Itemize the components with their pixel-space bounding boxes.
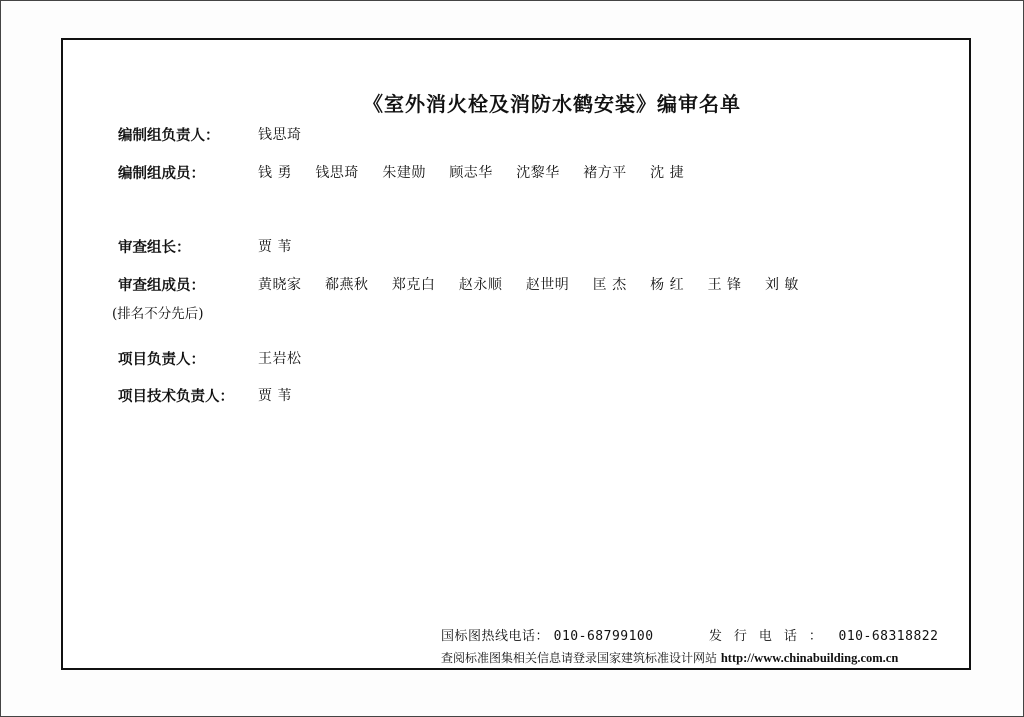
person-name: 郗燕秋 (324, 277, 369, 293)
query-text: 查阅标准图集相关信息请登录国家建筑标准设计网站 (441, 651, 718, 665)
row-label: 项目负责人： (118, 352, 205, 368)
row-names (258, 274, 818, 294)
person-name: 沈 捷 (650, 165, 685, 181)
person-name: 褚方平 (583, 165, 627, 181)
footer-website (441, 649, 898, 666)
person-name: 钱思琦 (258, 127, 302, 143)
row-label: 审查组长： (118, 240, 191, 256)
person-name: 郑克白 (391, 277, 436, 293)
row-names (258, 236, 311, 256)
issue-number: 010-68318822 (838, 629, 939, 644)
person-name: 贾 苇 (258, 388, 292, 404)
person-name: 赵永顺 (458, 277, 503, 293)
row-names (258, 124, 321, 144)
person-name: 顾志华 (449, 165, 493, 181)
person-name: 王岩松 (258, 351, 302, 367)
website-link[interactable]: http://www.chinabuilding.com.cn (720, 651, 899, 665)
person-name: 黄晓家 (258, 277, 302, 293)
person-name: 钱思琦 (315, 165, 359, 181)
row-label: 编制组负责人： (118, 128, 220, 144)
row-names (258, 385, 311, 405)
person-name: 杨 红 (650, 277, 685, 293)
footer-phones (441, 625, 938, 644)
person-name: 刘 敏 (764, 277, 799, 293)
row-names (258, 348, 321, 368)
person-name: 贾 苇 (258, 239, 292, 255)
hotline-label: 国标图热线电话： (441, 629, 550, 644)
person-name: 赵世明 (525, 277, 570, 293)
hotline-number: 010-68799100 (553, 629, 654, 644)
ranking-note: (排名不分先后) (112, 306, 204, 322)
person-name: 匡 杰 (592, 277, 627, 293)
person-name: 钱 勇 (258, 165, 292, 181)
row-label: 审查组成员： (118, 278, 205, 294)
document-title: 《室外消火栓及消防水鹤安装》编审名单 (363, 92, 741, 116)
person-name: 沈黎华 (516, 165, 560, 181)
person-name: 朱建勋 (382, 165, 426, 181)
row-label: 项目技术负责人： (118, 389, 234, 405)
row-label: 编制组成员： (118, 166, 205, 182)
person-name: 王 锋 (707, 277, 742, 293)
issue-label: 发行电话： (708, 629, 834, 644)
row-names (258, 162, 703, 182)
